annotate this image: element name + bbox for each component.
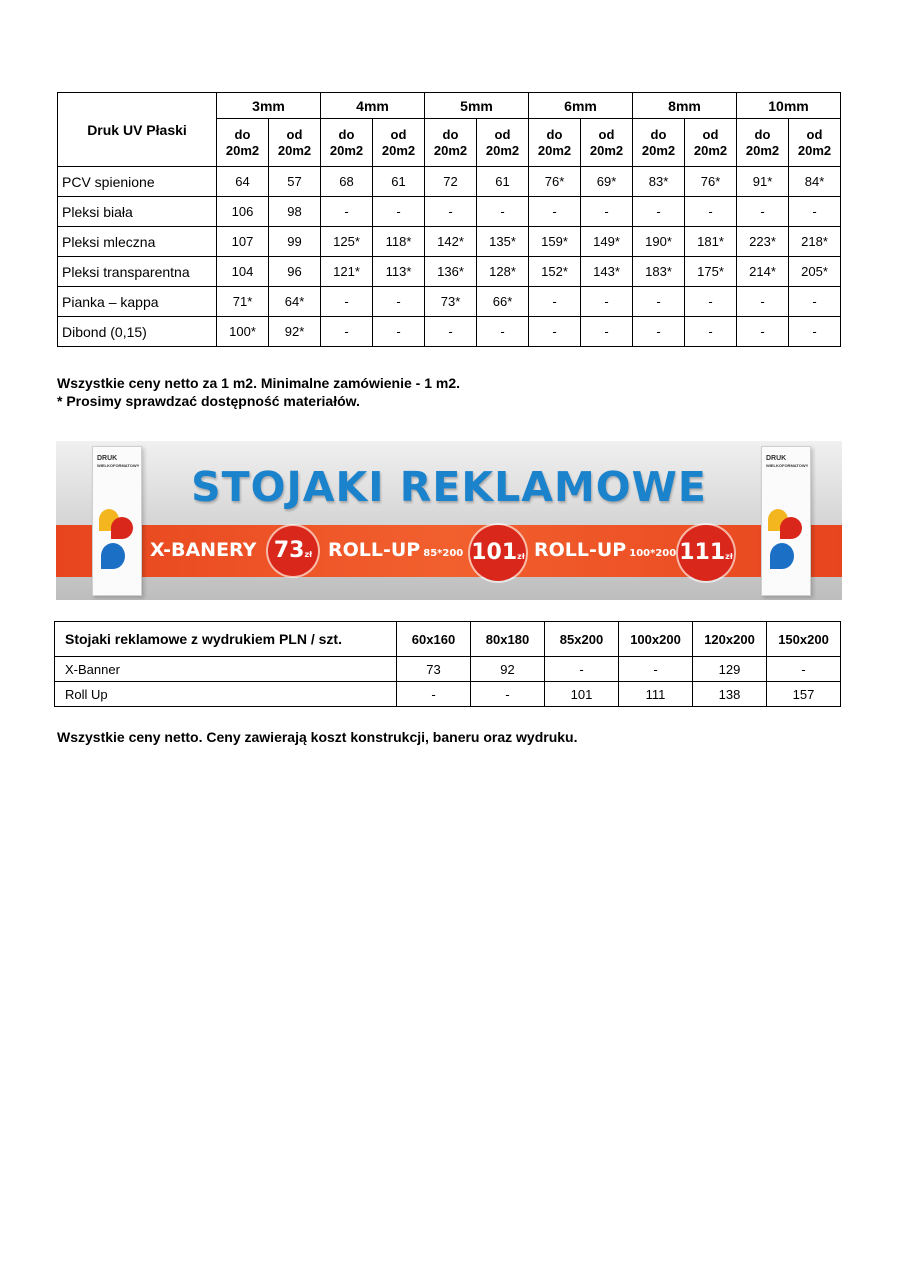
price-cell: - <box>633 317 685 347</box>
quantity-header-od: od 20m2 <box>269 119 321 167</box>
price-cell: - <box>685 287 737 317</box>
quantity-header-od: od 20m2 <box>373 119 425 167</box>
size-header: 100x200 <box>619 622 693 657</box>
quantity-header-od: od 20m2 <box>477 119 529 167</box>
quantity-header-do: do 20m2 <box>737 119 789 167</box>
thickness-header: 8mm <box>633 93 737 119</box>
price-cell: 68 <box>321 167 373 197</box>
price-cell: 100* <box>217 317 269 347</box>
price-cell: 72 <box>425 167 477 197</box>
quantity-header-do: do 20m2 <box>425 119 477 167</box>
thickness-header: 5mm <box>425 93 529 119</box>
stands-banner <box>56 441 842 600</box>
table-row <box>58 197 841 227</box>
size-header: 85x200 <box>545 622 619 657</box>
quantity-header-od: od 20m2 <box>789 119 841 167</box>
price-cell: 223* <box>737 227 789 257</box>
quantity-header-od: od 20m2 <box>581 119 633 167</box>
table-row <box>55 682 841 707</box>
price-cell: 149* <box>581 227 633 257</box>
price-cell: - <box>789 317 841 347</box>
uv-price-table <box>57 92 841 347</box>
banner-title: STOJAKI REKLAMOWE <box>191 463 707 511</box>
table-row <box>58 317 841 347</box>
price-cell: 121* <box>321 257 373 287</box>
stands-price-note: Wszystkie ceny netto. Ceny zawierają koszt konstrukcji, baneru oraz wydruku. <box>57 729 578 745</box>
price-badge-rollup-100: 111zł <box>678 525 734 581</box>
price-cell: 104 <box>217 257 269 287</box>
price-cell: 92* <box>269 317 321 347</box>
price-cell: - <box>477 197 529 227</box>
price-cell: 125* <box>321 227 373 257</box>
price-cell: 92 <box>471 657 545 682</box>
price-badge-xbanery: 73zł <box>268 526 318 576</box>
price-cell: 111 <box>619 682 693 707</box>
standee-brand: DRUK <box>97 455 118 462</box>
thickness-header: 3mm <box>217 93 321 119</box>
material-name: Pleksi transparentna <box>58 257 217 287</box>
price-cell: 128* <box>477 257 529 287</box>
quantity-header-do: do 20m2 <box>217 119 269 167</box>
price-cell: - <box>619 657 693 682</box>
price-cell: - <box>737 287 789 317</box>
price-cell: 61 <box>373 167 425 197</box>
stands-price-table <box>54 621 841 707</box>
price-cell: 64* <box>269 287 321 317</box>
price-cell: - <box>397 682 471 707</box>
price-cell: - <box>477 317 529 347</box>
price-cell: - <box>529 317 581 347</box>
price-cell: 143* <box>581 257 633 287</box>
price-cell: 84* <box>789 167 841 197</box>
stands-table-title: Stojaki reklamowe z wydrukiem PLN / szt. <box>55 622 397 657</box>
price-cell: 159* <box>529 227 581 257</box>
price-cell: - <box>373 317 425 347</box>
net-price-note: Wszystkie ceny netto za 1 m2. Minimalne zamówienie - 1 m2. <box>57 375 461 391</box>
price-cell: 157 <box>767 682 841 707</box>
price-cell: - <box>373 287 425 317</box>
stands-table-body <box>55 657 841 707</box>
price-cell: 91* <box>737 167 789 197</box>
quantity-header-do: do 20m2 <box>321 119 373 167</box>
size-header: 150x200 <box>767 622 841 657</box>
price-cell: - <box>737 317 789 347</box>
table-row <box>55 657 841 682</box>
size-header: 120x200 <box>693 622 767 657</box>
price-cell: 183* <box>633 257 685 287</box>
thickness-header-row <box>58 93 841 119</box>
thickness-header: 10mm <box>737 93 841 119</box>
stand-name: Roll Up <box>55 682 397 707</box>
price-cell: 64 <box>217 167 269 197</box>
offer-rollup-100: ROLL-UP 100*200 <box>534 539 677 561</box>
table-row <box>58 227 841 257</box>
price-cell: 57 <box>269 167 321 197</box>
price-cell: 61 <box>477 167 529 197</box>
material-name: Pleksi biała <box>58 197 217 227</box>
price-cell: - <box>685 197 737 227</box>
price-cell: - <box>789 197 841 227</box>
price-cell: - <box>767 657 841 682</box>
price-cell: 76* <box>529 167 581 197</box>
price-cell: - <box>321 287 373 317</box>
price-cell: 76* <box>685 167 737 197</box>
price-cell: - <box>789 287 841 317</box>
price-cell: 107 <box>217 227 269 257</box>
standee-sub: WIELKOFORMATOWY <box>766 463 809 468</box>
quantity-header-od: od 20m2 <box>685 119 737 167</box>
quantity-header-do: do 20m2 <box>633 119 685 167</box>
material-name: Pleksi mleczna <box>58 227 217 257</box>
availability-note: * Prosimy sprawdzać dostępność materiałów. <box>57 393 360 409</box>
price-cell: 205* <box>789 257 841 287</box>
price-cell: 142* <box>425 227 477 257</box>
price-cell: 99 <box>269 227 321 257</box>
size-header: 60x160 <box>397 622 471 657</box>
price-cell: - <box>425 317 477 347</box>
price-cell: 214* <box>737 257 789 287</box>
price-cell: 175* <box>685 257 737 287</box>
material-name: Pianka – kappa <box>58 287 217 317</box>
table-row <box>58 257 841 287</box>
price-cell: 181* <box>685 227 737 257</box>
standee-image-right <box>761 446 811 596</box>
standee-sub: WIELKOFORMATOWY <box>97 463 140 468</box>
price-cell: 106 <box>217 197 269 227</box>
price-cell: - <box>633 197 685 227</box>
table-corner-label: Druk UV Płaski <box>58 93 217 167</box>
price-cell: 152* <box>529 257 581 287</box>
price-cell: - <box>321 197 373 227</box>
price-cell: - <box>581 197 633 227</box>
price-cell: 118* <box>373 227 425 257</box>
price-cell: - <box>737 197 789 227</box>
price-cell: 113* <box>373 257 425 287</box>
price-cell: 66* <box>477 287 529 317</box>
price-cell: - <box>425 197 477 227</box>
price-cell: 190* <box>633 227 685 257</box>
price-cell: - <box>633 287 685 317</box>
stands-header-row <box>55 622 841 657</box>
price-cell: 71* <box>217 287 269 317</box>
thickness-header: 6mm <box>529 93 633 119</box>
price-cell: - <box>581 287 633 317</box>
price-cell: 101 <box>545 682 619 707</box>
size-header: 80x180 <box>471 622 545 657</box>
thickness-header: 4mm <box>321 93 425 119</box>
price-cell: 69* <box>581 167 633 197</box>
price-cell: - <box>529 197 581 227</box>
price-cell: 98 <box>269 197 321 227</box>
quantity-header-do: do 20m2 <box>529 119 581 167</box>
offer-rollup-85: ROLL-UP 85*200 <box>328 539 464 561</box>
material-name: Dibond (0,15) <box>58 317 217 347</box>
price-cell: 73* <box>425 287 477 317</box>
price-cell: 73 <box>397 657 471 682</box>
price-cell: 83* <box>633 167 685 197</box>
price-badge-rollup-85: 101zł <box>470 525 526 581</box>
stand-name: X-Banner <box>55 657 397 682</box>
uv-table-body <box>58 167 841 347</box>
price-cell: 218* <box>789 227 841 257</box>
standee-brand: DRUK <box>766 455 787 462</box>
price-cell: - <box>471 682 545 707</box>
table-row <box>58 287 841 317</box>
price-cell: 129 <box>693 657 767 682</box>
table-row <box>58 167 841 197</box>
price-cell: - <box>373 197 425 227</box>
price-cell: - <box>545 657 619 682</box>
price-cell: - <box>321 317 373 347</box>
standee-image-left <box>92 446 142 596</box>
material-name: PCV spienione <box>58 167 217 197</box>
offer-xbanery: X-BANERY <box>150 539 257 561</box>
price-cell: - <box>529 287 581 317</box>
price-cell: - <box>581 317 633 347</box>
price-cell: 96 <box>269 257 321 287</box>
price-cell: 136* <box>425 257 477 287</box>
price-cell: - <box>685 317 737 347</box>
price-cell: 138 <box>693 682 767 707</box>
price-cell: 135* <box>477 227 529 257</box>
